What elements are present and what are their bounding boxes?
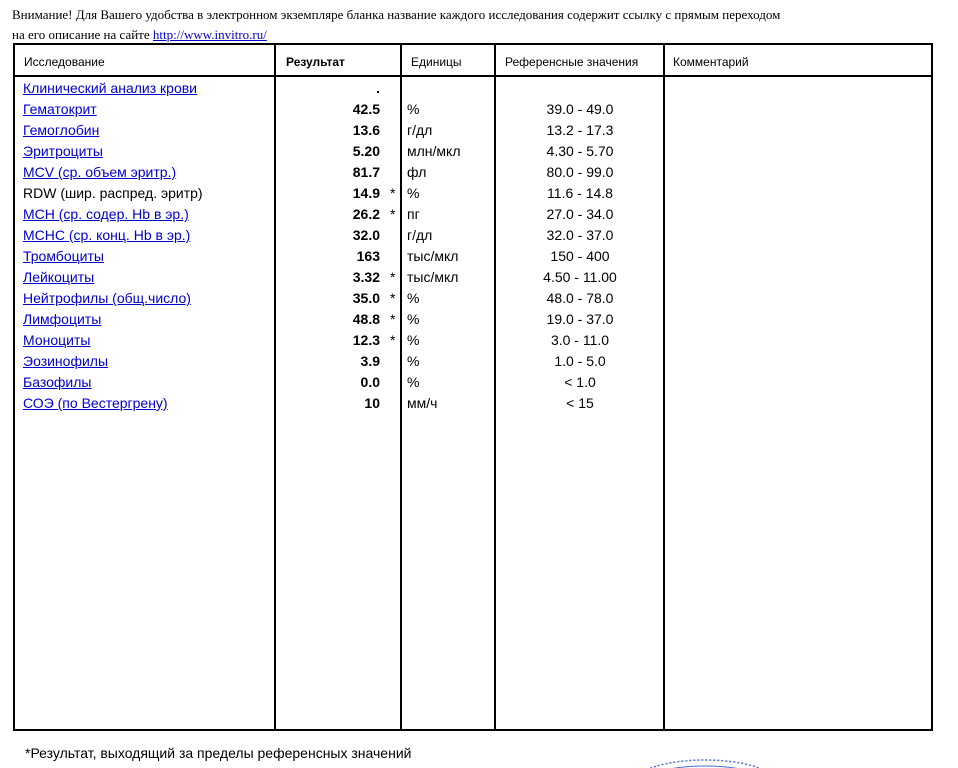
test-name[interactable]: Эозинофилы <box>23 353 109 369</box>
test-name[interactable]: MCHC (ср. конц. Hb в эр.) <box>23 227 191 243</box>
header-reference: Референсные значения <box>505 55 639 69</box>
result-value: 3.32 <box>352 269 380 285</box>
units-value: г/дл <box>407 122 433 138</box>
table-row <box>15 141 931 162</box>
table-row <box>15 225 931 246</box>
table-row <box>15 120 931 141</box>
result-value: . <box>376 80 380 96</box>
test-name[interactable]: Лимфоциты <box>23 311 102 327</box>
test-name[interactable]: Клинический анализ крови <box>23 80 197 96</box>
result-value: 163 <box>356 248 380 264</box>
notice-line-1: Внимание! Для Вашего удобства в электронном экземпляре бланка название каждого исследования содержит ссылку с прямым переходом <box>12 7 781 22</box>
test-name[interactable]: Тромбоциты <box>23 248 104 264</box>
stamp <box>610 752 800 768</box>
table-row <box>15 309 931 330</box>
header-comment: Комментарий <box>673 55 749 69</box>
table-row <box>15 99 931 120</box>
units-value: % <box>407 101 420 117</box>
result-value: 0.0 <box>360 374 380 390</box>
units-value: % <box>407 332 420 348</box>
reference-value: 80.0 - 99.0 <box>546 164 614 180</box>
table-row <box>15 351 931 372</box>
table-row <box>15 162 931 183</box>
out-of-range-flag: * <box>390 290 396 306</box>
result-value: 10 <box>364 395 380 411</box>
result-value: 81.7 <box>352 164 380 180</box>
units-value: г/дл <box>407 227 433 243</box>
units-value: % <box>407 185 420 201</box>
notice-line-2-prefix: на его описание на сайте <box>12 27 153 42</box>
table-row <box>15 204 931 225</box>
results-table <box>13 43 933 731</box>
reference-value: 27.0 - 34.0 <box>546 206 614 222</box>
test-name[interactable]: MCH (ср. содер. Hb в эр.) <box>23 206 189 222</box>
table-row <box>15 183 931 204</box>
reference-value: 3.0 - 11.0 <box>550 332 610 348</box>
table-row <box>15 330 931 351</box>
units-value: млн/мкл <box>407 143 461 159</box>
reference-value: 11.6 - 14.8 <box>547 185 613 201</box>
result-value: 48.8 <box>352 311 380 327</box>
header-test: Исследование <box>24 55 105 69</box>
units-value: % <box>407 374 420 390</box>
table-row <box>15 267 931 288</box>
result-value: 35.0 <box>352 290 380 306</box>
test-name[interactable]: MCV (ср. объем эритр.) <box>23 164 177 180</box>
table-row <box>15 246 931 267</box>
reference-value: 32.0 - 37.0 <box>546 227 614 243</box>
out-of-range-flag: * <box>390 311 396 327</box>
reference-value: 13.2 - 17.3 <box>546 122 614 138</box>
result-value: 32.0 <box>352 227 380 243</box>
reference-value: 19.0 - 37.0 <box>546 311 614 327</box>
units-value: тыс/мкл <box>407 269 459 285</box>
reference-value: 1.0 - 5.0 <box>554 353 606 369</box>
invitro-link[interactable]: http://www.invitro.ru/ <box>152 27 267 42</box>
units-value: мм/ч <box>407 395 438 411</box>
result-value: 3.9 <box>360 353 380 369</box>
test-name: RDW (шир. распред. эритр) <box>23 185 203 201</box>
reference-value: 150 - 400 <box>550 248 610 264</box>
result-value: 12.3 <box>352 332 380 348</box>
notice-line-2 <box>12 25 942 45</box>
notice <box>12 5 942 45</box>
table-row <box>15 288 931 309</box>
units-value: % <box>407 353 420 369</box>
reference-value: < 15 <box>566 395 594 411</box>
table-row <box>15 372 931 393</box>
units-value: фл <box>407 164 427 180</box>
units-value: тыс/мкл <box>407 248 459 264</box>
units-value: % <box>407 311 420 327</box>
units-value: % <box>407 290 420 306</box>
test-name[interactable]: Моноциты <box>23 332 91 348</box>
table-row <box>15 393 931 414</box>
out-of-range-flag: * <box>390 185 396 201</box>
table-row <box>15 78 931 99</box>
header-result: Результат <box>286 55 345 69</box>
reference-value: 4.30 - 5.70 <box>546 143 614 159</box>
out-of-range-flag: * <box>390 269 396 285</box>
test-name[interactable]: Гемоглобин <box>23 122 100 138</box>
result-value: 13.6 <box>352 122 380 138</box>
stamp-icon <box>610 752 800 768</box>
reference-value: 39.0 - 49.0 <box>546 101 614 117</box>
test-name[interactable]: Нейтрофилы (общ.число) <box>23 290 191 306</box>
out-of-range-flag: * <box>390 332 396 348</box>
result-value: 5.20 <box>352 143 380 159</box>
result-value: 42.5 <box>352 101 380 117</box>
units-value: пг <box>407 206 420 222</box>
test-name[interactable]: Эритроциты <box>23 143 103 159</box>
reference-value: 48.0 - 78.0 <box>546 290 614 306</box>
test-name[interactable]: Гематокрит <box>23 101 97 117</box>
test-name[interactable]: СОЭ (по Вестергрену) <box>23 395 168 411</box>
footnote: *Результат, выходящий за пределы референсных значений <box>25 745 412 761</box>
header-units: Единицы <box>411 55 462 69</box>
result-value: 14.9 <box>352 185 380 201</box>
test-name[interactable]: Базофилы <box>23 374 92 390</box>
reference-value: 4.50 - 11.00 <box>543 269 617 285</box>
test-name[interactable]: Лейкоциты <box>23 269 95 285</box>
out-of-range-flag: * <box>390 206 396 222</box>
reference-value: < 1.0 <box>564 374 596 390</box>
header-divider <box>15 75 931 77</box>
result-value: 26.2 <box>352 206 380 222</box>
